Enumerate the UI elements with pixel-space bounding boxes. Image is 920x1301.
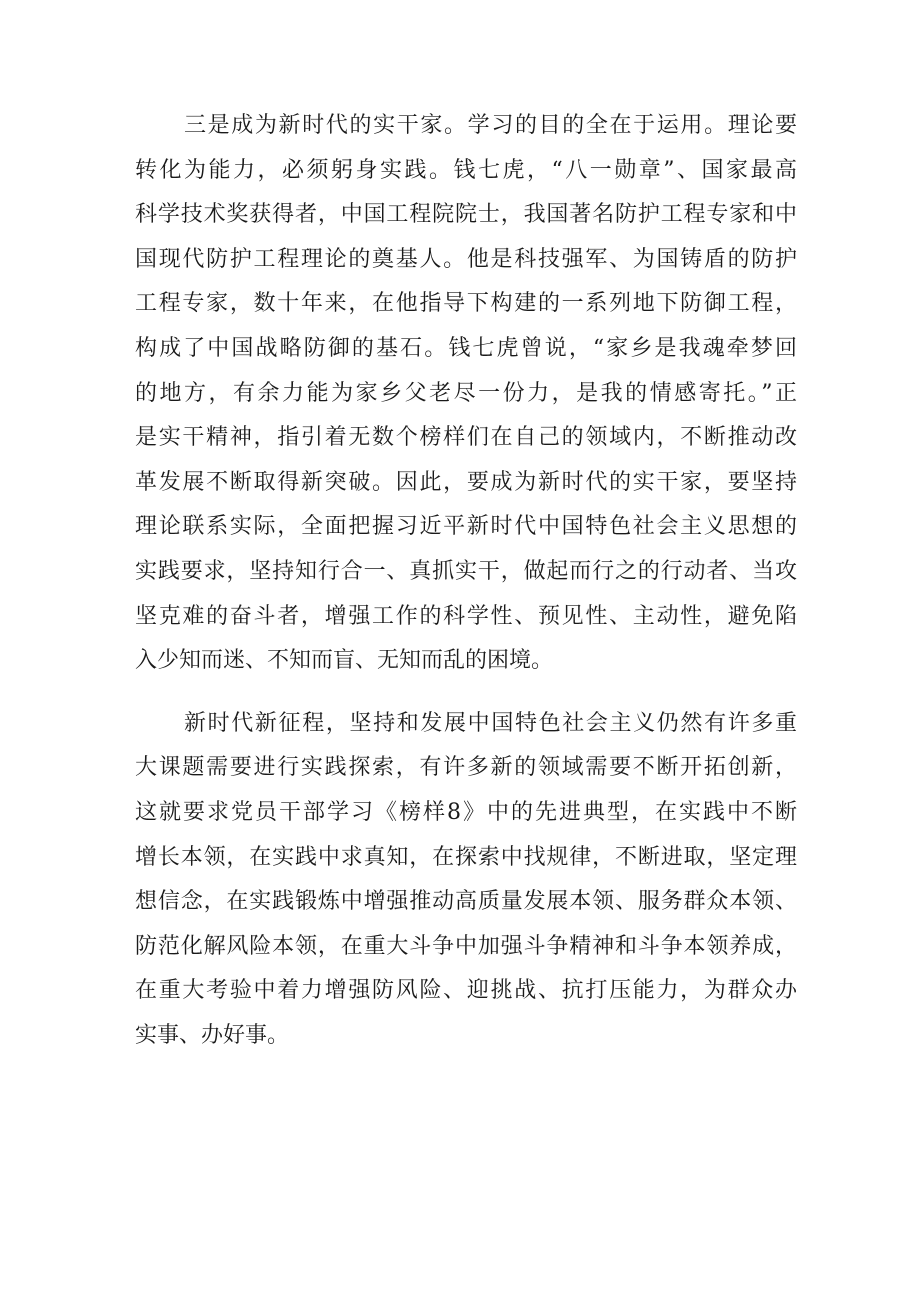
paragraph-line: 工程专家，数十年来，在他指导下构建的一系列地下防御工程，	[135, 291, 797, 317]
paragraph-line: 入少知而迷、不知而盲、无知而乱的困境。	[135, 648, 554, 674]
paragraph-line: 这就要求党员干部学习《榜样8》中的先进典型，在实践中不断	[135, 799, 797, 825]
paragraph-line: 坚克难的奋斗者，增强工作的科学性、预见性、主动性，避免陷	[135, 603, 797, 629]
paragraph-line: 是实干精神，指引着无数个榜样们在自己的领域内，不断推动改	[135, 425, 797, 451]
paragraph-line: 国现代防护工程理论的奠基人。他是科技强军、为国铸盾的防护	[135, 246, 797, 272]
document-body	[135, 104, 797, 1058]
paragraph-line: 革发展不断取得新突破。因此，要成为新时代的实干家，要坚持	[135, 469, 797, 495]
paragraph-line: 在重大考验中着力增强防风险、迎挑战、抗打压能力，为群众办	[135, 978, 797, 1004]
paragraph-2	[135, 702, 797, 1059]
paragraph-line: 新时代新征程，坚持和发展中国特色社会主义仍然有许多重	[184, 710, 797, 736]
paragraph-line: 转化为能力，必须躬身实践。钱七虎，“八一勋章”、国家最高	[135, 157, 797, 183]
paragraph-1	[135, 104, 797, 684]
paragraph-line: 实践要求，坚持知行合一、真抓实干，做起而行之的行动者、当攻	[135, 558, 797, 584]
paragraph-line: 防范化解风险本领，在重大斗争中加强斗争精神和斗争本领养成，	[135, 933, 797, 959]
paragraph-line: 科学技术奖获得者，中国工程院院士，我国著名防护工程专家和中	[135, 202, 797, 228]
paragraph-line: 三是成为新时代的实干家。学习的目的全在于运用。理论要	[184, 113, 797, 138]
paragraph-line: 增长本领，在实践中求真知，在探索中找规律，不断进取，坚定理	[135, 844, 797, 870]
paragraph-line: 想信念，在实践锻炼中增强推动高质量发展本领、服务群众本领、	[135, 889, 797, 915]
paragraph-line: 理论联系实际，全面把握习近平新时代中国特色社会主义思想的	[135, 514, 797, 540]
paragraph-line: 构成了中国战略防御的基石。钱七虎曾说，“家乡是我魂牵梦回	[135, 335, 797, 361]
paragraph-line: 大课题需要进行实践探索，有许多新的领域需要不断开拓创新，	[135, 755, 797, 781]
paragraph-line: 的地方，有余力能为家乡父老尽一份力，是我的情感寄托。”正	[135, 380, 797, 406]
paragraph-line: 实事、办好事。	[135, 1022, 290, 1048]
